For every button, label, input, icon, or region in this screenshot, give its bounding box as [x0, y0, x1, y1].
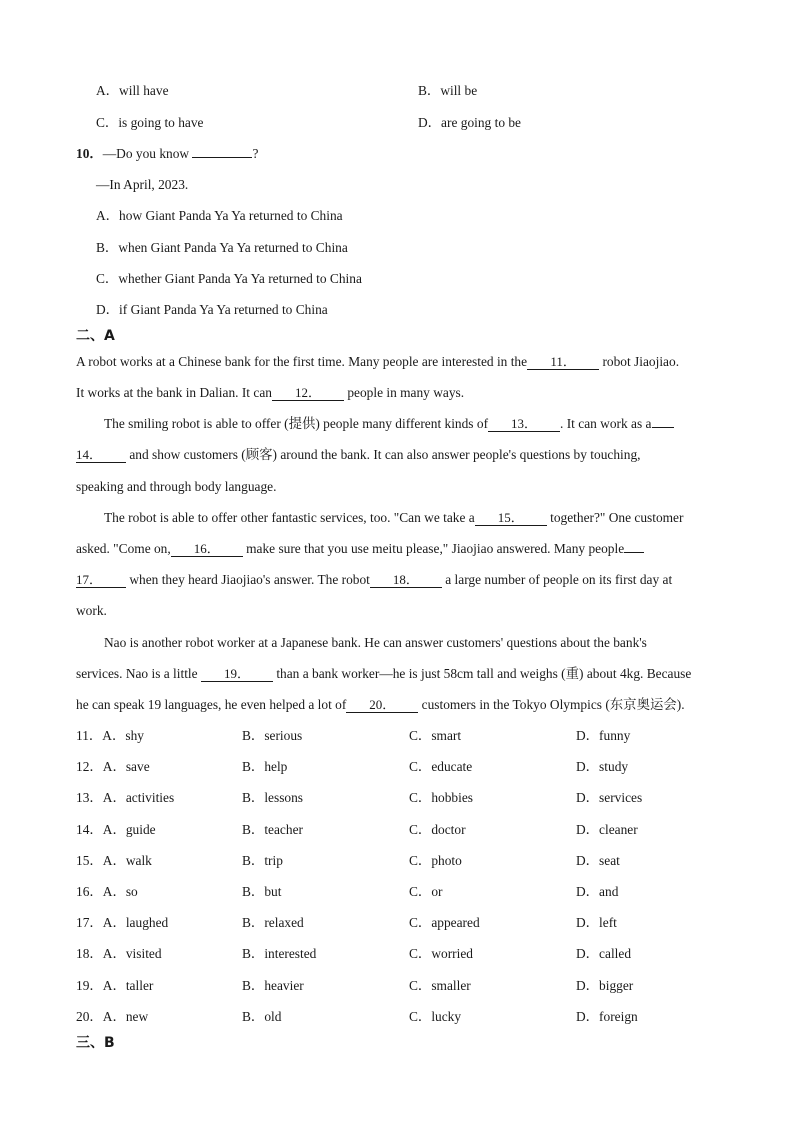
- passage-line-3: [104, 414, 674, 434]
- choice-number: 14．: [76, 821, 103, 837]
- blank-16[interactable]: [171, 541, 243, 557]
- passage-text: he can speak 19 languages, he even helped a lot of: [76, 697, 347, 712]
- passage-text: customers in the Tokyo Olympics (东京奥运会).: [421, 697, 685, 712]
- section-three-heading: 三、B: [76, 1035, 115, 1051]
- choice-option-b[interactable]: B．interested: [242, 946, 317, 962]
- blank-18[interactable]: [370, 572, 442, 588]
- choice-number: 12．: [76, 759, 103, 775]
- choice-option-c[interactable]: C．hobbies: [409, 790, 473, 806]
- choice-option-a[interactable]: [76, 882, 138, 902]
- choice-number: 20．: [76, 1008, 103, 1024]
- passage-text: The smiling robot is able to offer (提供) people many different kinds of: [104, 416, 489, 431]
- passage-line-7: [76, 539, 644, 559]
- q9-option-c[interactable]: C．is going to have: [96, 115, 204, 130]
- choice-text: A．activities: [102, 790, 175, 806]
- choice-option-c[interactable]: C．smaller: [409, 977, 471, 993]
- q9-options-row-1: [0, 81, 794, 101]
- blank-13[interactable]: [488, 416, 560, 432]
- blank-20-label: 20．: [369, 697, 396, 712]
- q10-number: 10．: [76, 146, 103, 161]
- choice-option-c[interactable]: C．worried: [409, 946, 473, 962]
- choice-option-c[interactable]: C．educate: [409, 759, 473, 775]
- choice-option-d[interactable]: D．funny: [576, 728, 631, 743]
- passage-line-8: [76, 570, 672, 590]
- passage-text: and show customers (顾客) around the bank. It can also answer people's questions by touching,: [129, 447, 641, 462]
- choice-option-b[interactable]: B．old: [242, 1008, 282, 1024]
- choice-row: [0, 757, 794, 777]
- blank-16-label: 16．: [193, 541, 220, 556]
- q10-reply: —In April, 2023.: [96, 177, 189, 192]
- blank-15-label: 15．: [497, 510, 524, 525]
- choice-row: [0, 976, 794, 996]
- choice-number: 11．: [76, 728, 103, 743]
- blank-17[interactable]: [76, 572, 126, 588]
- passage-line-5: speaking and through body language.: [76, 479, 277, 494]
- choice-row: [0, 820, 794, 840]
- choice-number: 16．: [76, 884, 103, 899]
- passage-text: together?" One customer: [550, 510, 684, 525]
- q10-option-c[interactable]: C．whether Giant Panda Ya Ya returned to China: [96, 271, 362, 286]
- choice-option-a[interactable]: [76, 851, 152, 871]
- q10-blank[interactable]: [192, 157, 252, 158]
- passage-text: make sure that you use meitu please," Jiaojiao answered. Many people: [246, 541, 625, 556]
- choice-option-a[interactable]: [76, 820, 156, 840]
- choice-option-d[interactable]: D．services: [576, 790, 643, 806]
- choice-number: 15．: [76, 852, 103, 868]
- q9-option-a[interactable]: A．will have: [96, 83, 169, 98]
- q10-option-d[interactable]: D．if Giant Panda Ya Ya returned to China: [96, 302, 328, 317]
- choice-option-a[interactable]: [76, 913, 168, 933]
- choice-row: [0, 851, 794, 871]
- blank-14-label: 14．: [76, 447, 103, 462]
- choice-option-b[interactable]: B．help: [242, 759, 288, 775]
- passage-text: The robot is able to offer other fantastic services, too. "Can we take a: [104, 510, 475, 525]
- passage-text: a large number of people on its first day at: [445, 572, 673, 587]
- choice-option-a[interactable]: [76, 726, 144, 746]
- q9-options-row-2: [0, 113, 794, 133]
- choice-option-a[interactable]: [76, 976, 153, 996]
- passage-text: when they heard Jiaojiao's answer. The robot: [129, 572, 370, 587]
- q10-question: [76, 144, 258, 164]
- blank-17-label: 17．: [76, 572, 103, 587]
- choice-row: [0, 788, 794, 808]
- choice-text: A．new: [102, 1008, 149, 1024]
- blank-14-start[interactable]: [652, 427, 674, 428]
- blank-20[interactable]: [346, 697, 418, 713]
- choice-option-d[interactable]: D．called: [576, 946, 632, 962]
- choice-text: A．save: [102, 759, 150, 775]
- choice-text: A．visited: [102, 946, 162, 962]
- choice-option-d[interactable]: D．study: [576, 759, 629, 775]
- passage-text: A robot works at a Chinese bank for the first time. Many people are interested in the: [76, 354, 528, 369]
- q10-option-b[interactable]: B．when Giant Panda Ya Ya returned to China: [96, 240, 348, 255]
- choice-text: A．guide: [102, 821, 156, 837]
- choice-number: 18．: [76, 946, 103, 962]
- choice-option-b[interactable]: B．lessons: [242, 790, 304, 806]
- blank-11-label: 11．: [550, 354, 576, 369]
- choice-option-b[interactable]: B．but: [242, 884, 282, 899]
- blank-17-start[interactable]: [624, 552, 644, 553]
- choice-option-d[interactable]: D．left: [576, 915, 617, 931]
- choice-text: A．taller: [102, 977, 154, 993]
- choice-number: 13．: [76, 790, 103, 806]
- blank-13-label: 13．: [511, 416, 538, 431]
- choice-option-a[interactable]: [76, 757, 150, 777]
- blank-12-label: 12．: [294, 385, 321, 400]
- blank-15[interactable]: [475, 510, 547, 526]
- passage-text: people in many ways.: [347, 385, 465, 400]
- q9-option-d[interactable]: D．are going to be: [418, 115, 522, 130]
- blank-11[interactable]: [527, 354, 599, 370]
- section-two-heading: 二、A: [76, 328, 115, 344]
- choice-option-b[interactable]: B．heavier: [242, 977, 304, 993]
- choice-option-d[interactable]: D．cleaner: [576, 821, 638, 837]
- passage-line-4: [76, 445, 641, 465]
- passage-text: It works at the bank in Dalian. It can: [76, 385, 272, 400]
- choice-option-c[interactable]: C．doctor: [409, 821, 466, 837]
- choice-option-a[interactable]: [76, 944, 162, 964]
- choice-row: [0, 913, 794, 933]
- passage-line-6: [104, 508, 683, 528]
- choice-option-c[interactable]: C．smart: [409, 728, 462, 743]
- blank-18-label: 18．: [392, 572, 419, 587]
- choice-text: A．so: [102, 884, 138, 899]
- choice-option-d[interactable]: D．seat: [576, 852, 620, 868]
- q10-prompt-end: ?: [252, 146, 259, 161]
- choice-option-c[interactable]: C．photo: [409, 852, 462, 868]
- passage-text: asked. "Come on,: [76, 541, 171, 556]
- choice-option-d[interactable]: D．and: [576, 884, 619, 899]
- q10-option-a[interactable]: A．how Giant Panda Ya Ya returned to China: [96, 208, 343, 223]
- choice-option-a[interactable]: [76, 1007, 148, 1027]
- passage-line-9: work.: [76, 603, 107, 618]
- choice-row: [0, 726, 794, 746]
- choice-option-b[interactable]: B．teacher: [242, 821, 303, 837]
- q10-prompt: —Do you know: [102, 146, 190, 161]
- blank-12[interactable]: [272, 385, 344, 401]
- choice-text: A．shy: [102, 728, 144, 743]
- passage-line-11: [76, 664, 691, 684]
- choice-option-b[interactable]: B．trip: [242, 852, 283, 868]
- choice-option-a[interactable]: [76, 788, 174, 808]
- passage-line-12: [76, 695, 685, 715]
- choice-number: 19．: [76, 977, 103, 993]
- choice-number: 17．: [76, 915, 103, 931]
- choice-option-b[interactable]: B．serious: [242, 728, 303, 743]
- choice-option-c[interactable]: C．lucky: [409, 1008, 462, 1024]
- choice-row: [0, 1007, 794, 1027]
- passage-line-10: Nao is another robot worker at a Japanese bank. He can answer customers' questions about the bank's: [104, 635, 647, 650]
- blank-14[interactable]: [76, 447, 126, 463]
- choice-text: A．walk: [102, 852, 152, 868]
- passage-text: than a bank worker—he is just 58cm tall and weighs (重) about 4kg. Because: [276, 666, 692, 681]
- passage-text: . It can work as a: [560, 416, 652, 431]
- choice-option-b[interactable]: B．relaxed: [242, 915, 304, 931]
- choice-text: A．laughed: [102, 915, 169, 931]
- choice-option-c[interactable]: C．appeared: [409, 915, 480, 931]
- blank-19-label: 19．: [223, 666, 250, 681]
- passage-text: robot Jiaojiao.: [602, 354, 680, 369]
- choice-option-d[interactable]: D．foreign: [576, 1008, 638, 1024]
- passage-text: services. Nao is a little: [76, 666, 198, 681]
- choice-row: [0, 944, 794, 964]
- q9-option-b[interactable]: B．will be: [418, 83, 478, 98]
- blank-19[interactable]: [201, 666, 273, 682]
- choice-option-c[interactable]: C．or: [409, 884, 443, 899]
- passage-line-2: [76, 383, 464, 403]
- choice-option-d[interactable]: D．bigger: [576, 977, 634, 993]
- passage-line-1: [76, 352, 679, 372]
- choice-row: [0, 882, 794, 902]
